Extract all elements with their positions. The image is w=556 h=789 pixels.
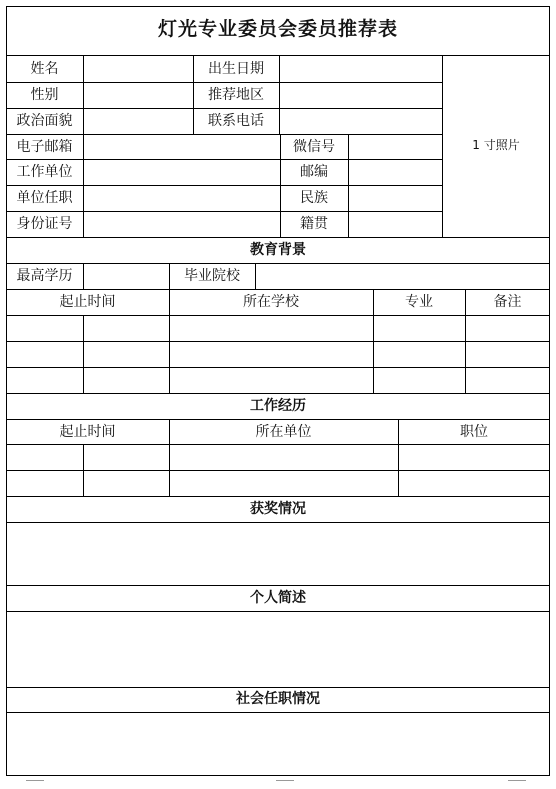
row-line <box>6 82 442 83</box>
row-line <box>6 211 442 212</box>
label-native-place: 籍贯 <box>300 216 328 232</box>
page-corner-mark <box>26 780 44 781</box>
row-line <box>6 444 550 445</box>
row-line <box>6 237 550 238</box>
col-line <box>83 315 84 393</box>
row-line <box>6 393 550 394</box>
row-line <box>6 611 550 612</box>
row-line <box>6 522 550 523</box>
row-line <box>6 185 442 186</box>
col-line <box>83 263 84 289</box>
col-line <box>255 263 256 289</box>
row-line <box>6 341 550 342</box>
label-wechat: 微信号 <box>293 139 335 155</box>
label-political: 政治面貌 <box>16 113 73 129</box>
row-line <box>6 712 550 713</box>
row-line <box>6 159 442 160</box>
label-position: 单位任职 <box>16 190 73 206</box>
label-phone: 联系电话 <box>208 113 264 129</box>
label-ethnicity: 民族 <box>300 190 328 206</box>
label-name: 姓名 <box>30 61 59 77</box>
section-heading-social-roles: 社会任职情况 <box>236 691 320 707</box>
column-header-note: 备注 <box>493 294 522 310</box>
label-email: 电子邮箱 <box>16 139 73 155</box>
column-header-unit: 所在单位 <box>255 424 312 440</box>
label-region: 推荐地区 <box>208 87 264 103</box>
row-line <box>6 687 550 688</box>
column-header-school: 所在学校 <box>243 294 299 310</box>
label-birth-date: 出生日期 <box>208 61 264 77</box>
label-id-number: 身份证号 <box>16 216 73 232</box>
row-line <box>6 263 550 264</box>
label-gender: 性别 <box>30 87 59 103</box>
row-line <box>6 108 442 109</box>
page-corner-mark <box>276 780 294 781</box>
col-line <box>348 134 349 237</box>
row-line <box>6 585 550 586</box>
section-heading-awards: 获奖情况 <box>250 501 306 517</box>
label-employer: 工作单位 <box>16 164 73 180</box>
row-line <box>6 470 550 471</box>
photo-placeholder: 1 寸照片 <box>472 138 520 152</box>
label-highest-degree: 最高学历 <box>16 268 73 284</box>
row-line <box>6 419 550 420</box>
column-header-major: 专业 <box>405 294 433 310</box>
col-line <box>279 55 280 134</box>
section-heading-work: 工作经历 <box>250 398 306 414</box>
label-postcode: 邮编 <box>300 164 328 180</box>
page-corner-mark <box>508 780 526 781</box>
row-line <box>6 367 550 368</box>
section-heading-education: 教育背景 <box>250 242 306 258</box>
row-line <box>6 289 550 290</box>
label-graduate-school: 毕业院校 <box>184 268 240 284</box>
column-header-period: 起止时间 <box>59 424 116 440</box>
row-line <box>6 134 442 135</box>
row-line <box>6 55 550 56</box>
row-line <box>6 315 550 316</box>
column-header-period: 起止时间 <box>59 294 116 310</box>
col-line <box>83 444 84 496</box>
row-line <box>6 496 550 497</box>
form-title: 灯光专业委员会委员推荐表 <box>157 18 398 40</box>
section-heading-bio: 个人简述 <box>250 590 306 606</box>
column-header-role: 职位 <box>460 424 488 440</box>
col-line <box>83 55 84 237</box>
